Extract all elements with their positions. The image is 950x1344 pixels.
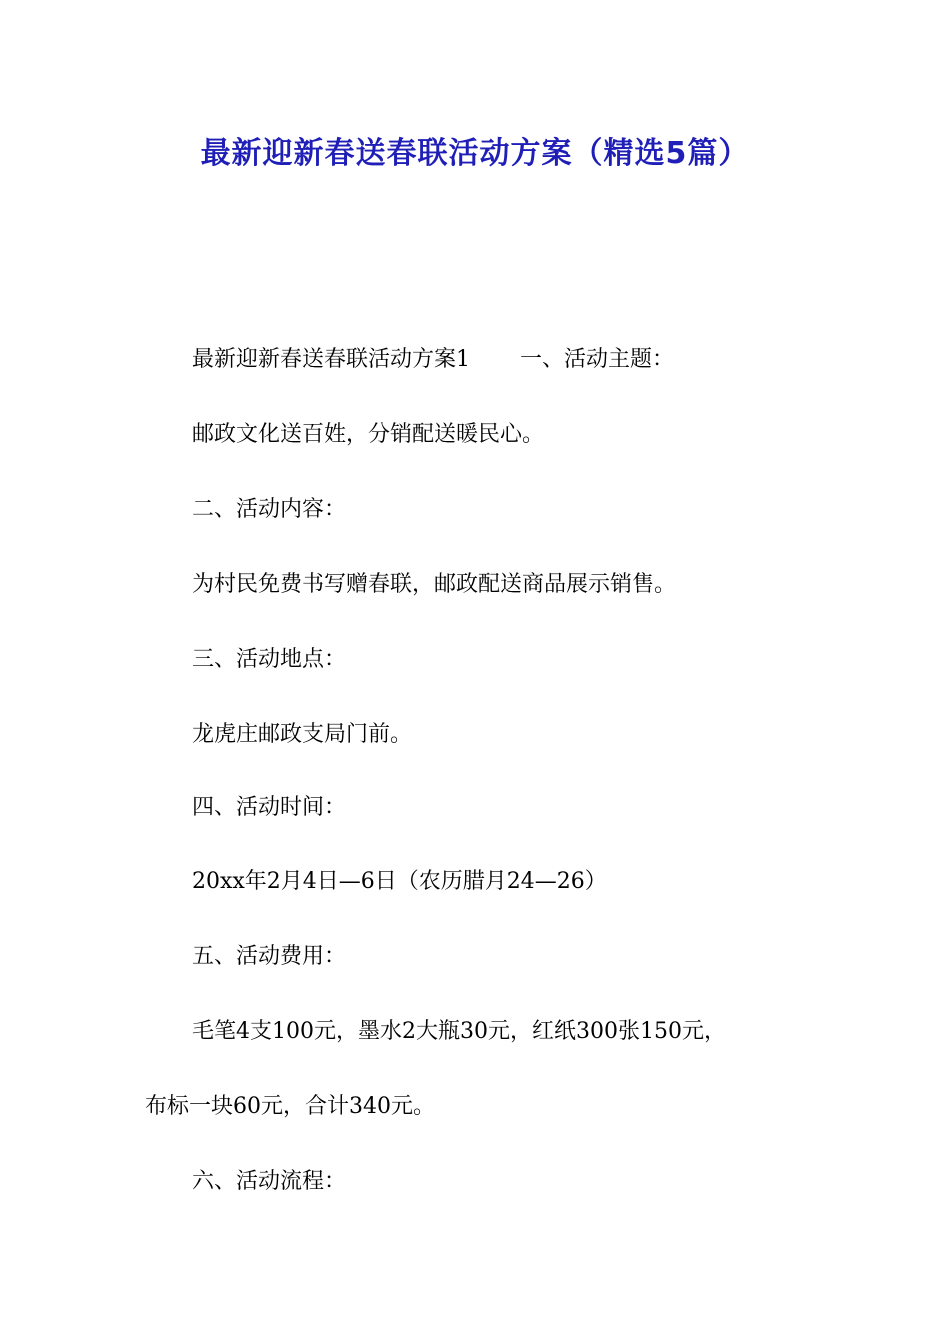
paragraph-plan-heading: [0, 340, 950, 380]
section-five-heading: 五、活动费用：: [192, 944, 347, 969]
section-one-heading: 一、活动主题：: [520, 347, 675, 372]
paragraph-theme: 邮政文化送百姓，分销配送暖民心。: [192, 422, 545, 447]
paragraph-time: 20xx年2月4日—6日（农历腊月24—26）: [192, 869, 607, 894]
plan-heading-text: 最新迎新春送春联活动方案1: [192, 347, 470, 372]
section-six-heading: 六、活动流程：: [192, 1169, 347, 1194]
document-title: 最新迎新春送春联活动方案（精选5篇）: [200, 136, 750, 171]
section-two-heading: 二、活动内容：: [192, 497, 347, 522]
paragraph-cost-line1: 毛笔4支100元，墨水2大瓶30元，红纸300张150元，: [192, 1019, 726, 1044]
paragraph-cost-line2: 布标一块60元，合计340元。: [145, 1094, 435, 1119]
paragraph-content: 为村民免费书写赠春联，邮政配送商品展示销售。: [192, 572, 677, 597]
paragraph-location: 龙虎庄邮政支局门前。: [192, 722, 413, 747]
section-three-heading: 三、活动地点：: [192, 647, 347, 672]
section-four-heading: 四、活动时间：: [192, 795, 347, 820]
